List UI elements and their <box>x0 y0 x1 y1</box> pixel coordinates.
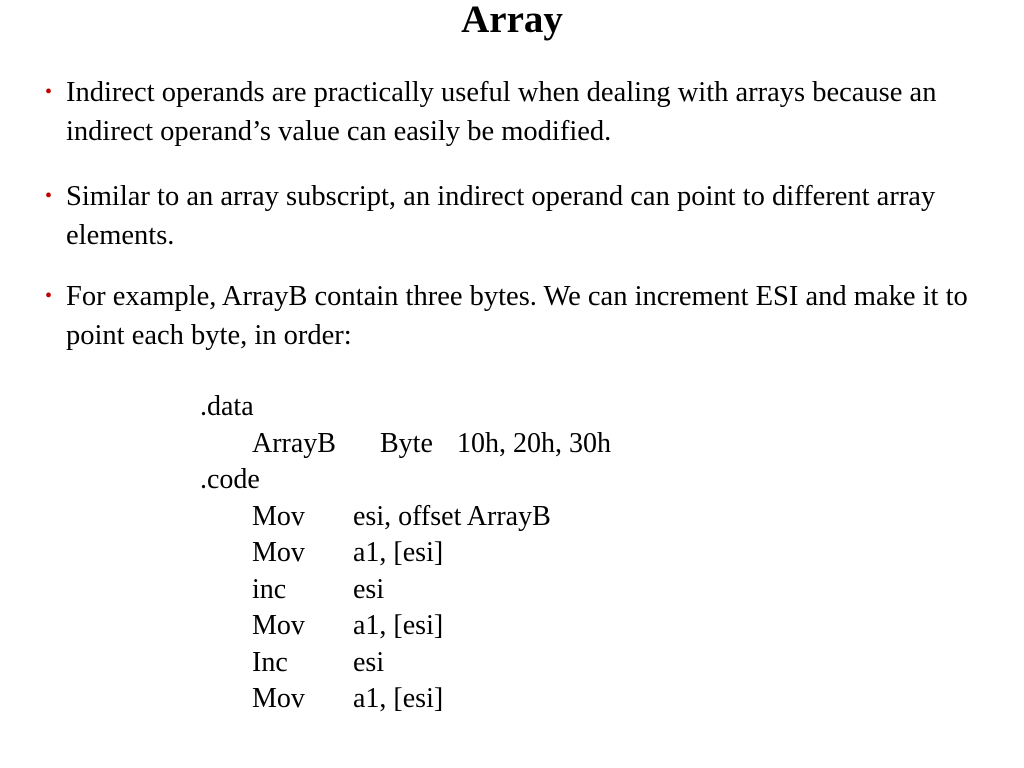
slide-title: Array <box>461 0 563 41</box>
instruction-op: Mov <box>252 500 305 532</box>
bullet-item <box>44 277 974 355</box>
bullet-item <box>44 73 974 151</box>
bullet-dot-icon: • <box>45 185 53 207</box>
bullet-list <box>44 73 974 381</box>
instruction-args: a1, [esi] <box>353 610 444 641</box>
instruction-line <box>200 608 611 645</box>
instruction-op: Mov <box>252 683 305 714</box>
instruction-line <box>200 645 611 682</box>
instruction-op: Inc <box>252 646 288 678</box>
instruction-line <box>200 572 611 609</box>
instruction-args: esi, offset ArrayB <box>353 500 551 532</box>
instruction-args: a1, [esi] <box>353 537 444 568</box>
decl-type: Byte <box>380 427 433 459</box>
instruction-args: a1, [esi] <box>353 683 444 714</box>
bullet-text: For example, ArrayB contain three bytes. We can increment ESI and make it to point each byte, in order: <box>66 281 968 351</box>
decl-values: 10h, 20h, 30h <box>457 427 611 459</box>
bullet-item <box>44 177 974 255</box>
data-directive: .data <box>200 391 254 422</box>
code-directive: .code <box>200 464 260 495</box>
instruction-op: inc <box>252 573 287 605</box>
bullet-dot-icon: • <box>45 81 53 103</box>
instruction-op: Mov <box>252 610 305 641</box>
data-declaration <box>200 426 611 463</box>
bullet-text: Indirect operands are practically useful when dealing with arrays because an indirect operand’s value can easily be modified. <box>66 77 937 147</box>
instruction-line <box>200 681 611 718</box>
decl-label: ArrayB <box>252 427 336 459</box>
code-listing <box>200 389 611 718</box>
instruction-line <box>200 535 611 572</box>
bullet-text: Similar to an array subscript, an indirect operand can point to different array elements. <box>66 181 936 251</box>
instruction-args: esi <box>353 573 385 605</box>
bullet-dot-icon: • <box>45 285 53 307</box>
instruction-args: esi <box>353 646 385 678</box>
instruction-line <box>200 499 611 536</box>
instruction-op: Mov <box>252 537 305 568</box>
